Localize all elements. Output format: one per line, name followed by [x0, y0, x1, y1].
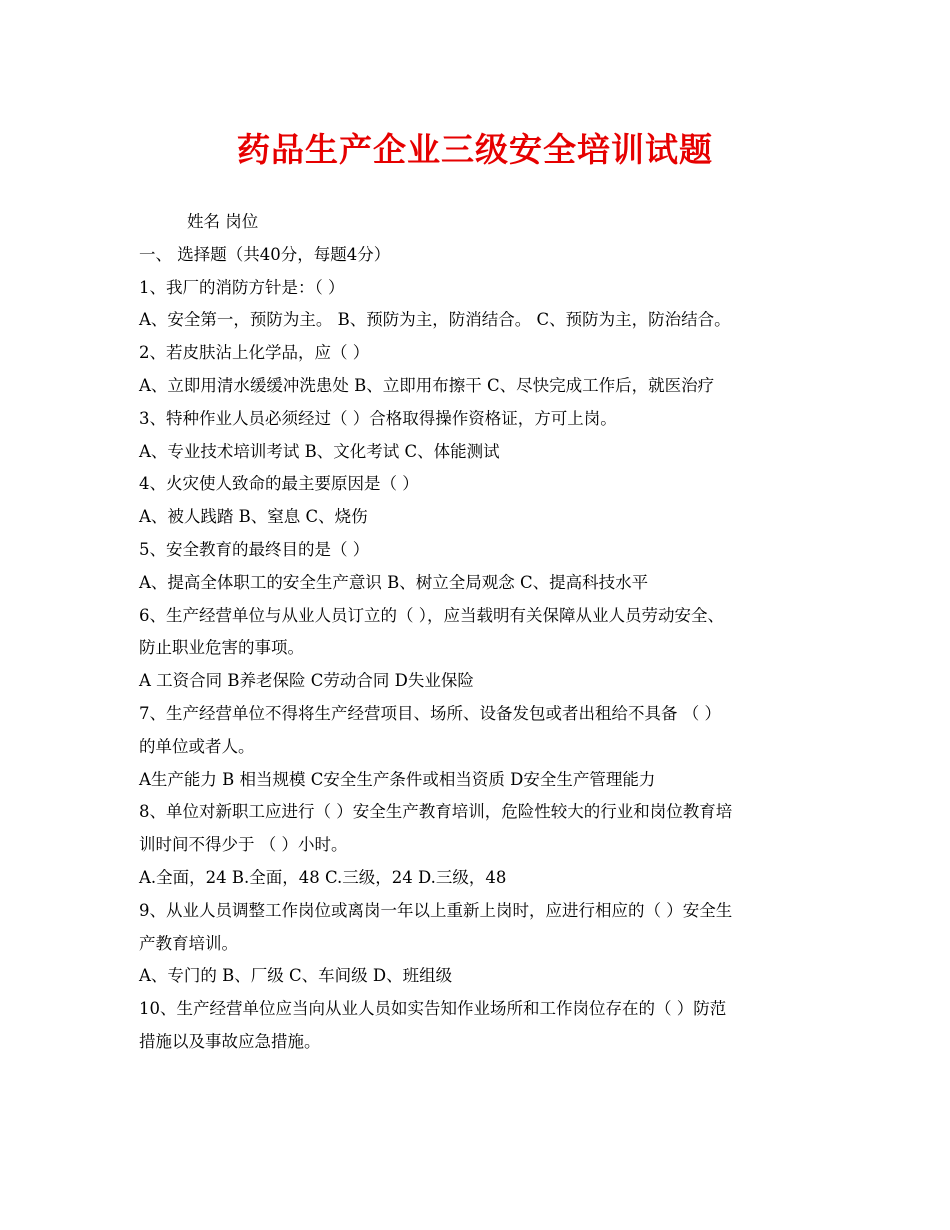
question-10-continued: 措施以及事故应急措施。	[139, 1031, 321, 1051]
question-7: 7、生产经营单位不得将生产经营项目、场所、设备发包或者出租给不具备 （ ）	[139, 703, 721, 723]
options-3: A、专业技术培训考试 B、文化考试 C、体能测试	[139, 441, 500, 461]
question-8-continued: 训时间不得少于 （ ）小时。	[139, 835, 348, 855]
question-6: 6、生产经营单位与从业人员订立的（ ），应当载明有关保障从业人员劳动安全、	[139, 605, 724, 625]
question-3: 3、特种作业人员必须经过（ ）合格取得操作资格证，方可上岗。	[139, 408, 617, 428]
question-9-continued: 产教育培训。	[139, 933, 238, 953]
options-4: A、被人践踏 B、窒息 C、烧伤	[139, 507, 368, 527]
question-8: 8、单位对新职工应进行（ ）安全生产教育培训，危险性较大的行业和岗位教育培	[139, 802, 733, 822]
options-7: A生产能力 B 相当规模 C安全生产条件或相当资质 D安全生产管理能力	[139, 769, 656, 789]
options-1: A、安全第一，预防为主。 B、预防为主，防消结合。 C、预防为主，防治结合。	[139, 310, 731, 330]
question-10: 10、生产经营单位应当向从业人员如实告知作业场所和工作岗位存在的（ ）防范	[139, 999, 727, 1019]
question-1: 1、我厂的消防方针是：（ ）	[139, 277, 345, 297]
question-9: 9、从业人员调整工作岗位或离岗一年以上重新上岗时，应进行相应的（ ）安全生	[139, 900, 733, 920]
options-9: A、专门的 B、厂级 C、车间级 D、班组级	[139, 966, 453, 986]
name-position-line: 姓名 岗位	[187, 212, 259, 231]
document-title: 药品生产企业三级安全培训试题	[237, 130, 713, 169]
options-2: A、立即用清水缓缓冲洗患处 B、立即用布擦干 C、尽快完成工作后，就医治疗	[139, 375, 715, 395]
options-6: A 工资合同 B养老保险 C劳动合同 D失业保险	[139, 671, 474, 691]
options-5: A、提高全体职工的安全生产意识 B、树立全局观念 C、提高科技水平	[139, 572, 649, 592]
document-body	[139, 206, 819, 1059]
question-5: 5、安全教育的最终目的是（ ）	[139, 539, 370, 559]
section-heading: 一、 选择题（共40分，每题4分）	[139, 244, 391, 264]
question-7-continued: 的单位或者人。	[139, 736, 255, 756]
question-4: 4、火灾使人致命的最主要原因是（ ）	[139, 474, 419, 494]
options-8: A.全面，24 B.全面，48 C.三级，24 D.三级，48	[139, 867, 507, 887]
question-6-continued: 防止职业危害的事项。	[139, 638, 304, 658]
question-2: 2、若皮肤沾上化学品，应（ ）	[139, 343, 370, 363]
